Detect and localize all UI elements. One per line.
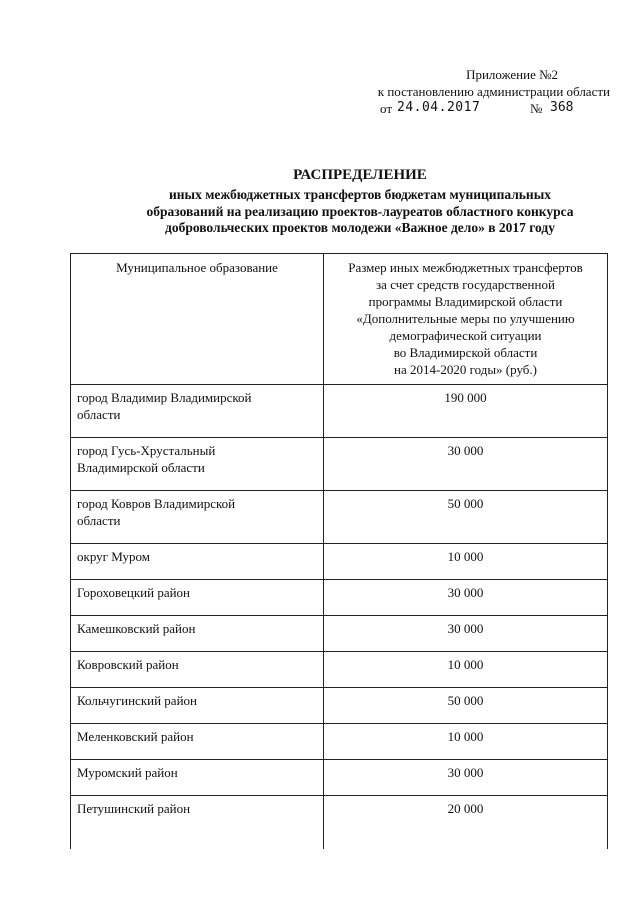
municipality-cell: Петушинский район <box>71 796 324 849</box>
distribution-table <box>70 253 608 849</box>
municipality-name: город Владимир Владимирской <box>77 390 252 405</box>
header-line: за счет средств государственной <box>376 277 555 292</box>
municipality-cell: Кольчугинский район <box>71 688 324 724</box>
header-line: демографической ситуации <box>389 328 542 343</box>
municipality-name: город Ковров Владимирской <box>77 496 236 511</box>
amount-cell: 20 000 <box>324 796 608 849</box>
table-row <box>71 724 608 760</box>
amount-cell: 10 000 <box>324 652 608 688</box>
appendix-date-line <box>300 100 610 118</box>
municipality-name: Владимирской области <box>77 460 205 475</box>
column-header-amount <box>324 254 608 385</box>
municipality-cell: Меленковский район <box>71 724 324 760</box>
document-title: РАСПРЕДЕЛЕНИЕ <box>293 167 427 183</box>
subtitle-line-1: иных межбюджетных трансфертов бюджетам муниципальных <box>169 187 551 202</box>
number-prefix: № <box>530 101 543 116</box>
table-row <box>71 438 608 491</box>
header-line: программы Владимирской области <box>368 294 563 309</box>
table-row <box>71 688 608 724</box>
municipality-name: области <box>77 407 121 422</box>
header-line: во Владимирской области <box>393 345 538 360</box>
document-subtitle <box>70 187 640 237</box>
amount-cell: 50 000 <box>324 688 608 724</box>
table-header-row <box>71 254 608 385</box>
municipality-name: город Гусь-Хрустальный <box>77 443 216 458</box>
municipality-cell <box>71 438 324 491</box>
table-row <box>71 652 608 688</box>
municipality-cell: округ Муром <box>71 544 324 580</box>
amount-cell: 30 000 <box>324 760 608 796</box>
appendix-block <box>300 66 610 118</box>
amount-cell: 30 000 <box>324 438 608 491</box>
subtitle-line-2: образований на реализацию проектов-лауреатов областного конкурса <box>146 203 574 219</box>
amount-cell: 30 000 <box>324 616 608 652</box>
municipality-name: области <box>77 513 121 528</box>
header-line: на 2014-2020 годы» (руб.) <box>394 362 537 377</box>
decree-date: 24.04.2017 <box>397 100 481 115</box>
appendix-title: Приложение №2 <box>466 67 558 82</box>
column-header-municipality: Муниципальное образование <box>71 254 324 385</box>
municipality-cell <box>71 385 324 438</box>
subtitle-line-3: добровольческих проектов молодежи «Важное дело» в 2017 году <box>164 220 555 235</box>
municipality-cell: Камешковский район <box>71 616 324 652</box>
table-row <box>71 580 608 616</box>
amount-cell: 10 000 <box>324 544 608 580</box>
header-line: «Дополнительные меры по улучшению <box>356 311 575 326</box>
table-row <box>71 760 608 796</box>
table-row <box>71 616 608 652</box>
date-prefix: от <box>380 101 393 116</box>
table-row <box>71 796 608 849</box>
amount-cell: 30 000 <box>324 580 608 616</box>
municipality-cell: Ковровский район <box>71 652 324 688</box>
table-row <box>71 544 608 580</box>
municipality-cell <box>71 491 324 544</box>
amount-cell: 190 000 <box>324 385 608 438</box>
municipality-cell: Гороховецкий район <box>71 580 324 616</box>
amount-cell: 50 000 <box>324 491 608 544</box>
municipality-cell: Муромский район <box>71 760 324 796</box>
appendix-reference: к постановлению администрации области <box>377 84 610 99</box>
decree-number: 368 <box>550 100 574 115</box>
amount-cell: 10 000 <box>324 724 608 760</box>
table-row <box>71 491 608 544</box>
header-line: Размер иных межбюджетных трансфертов <box>348 260 583 275</box>
table-row <box>71 385 608 438</box>
